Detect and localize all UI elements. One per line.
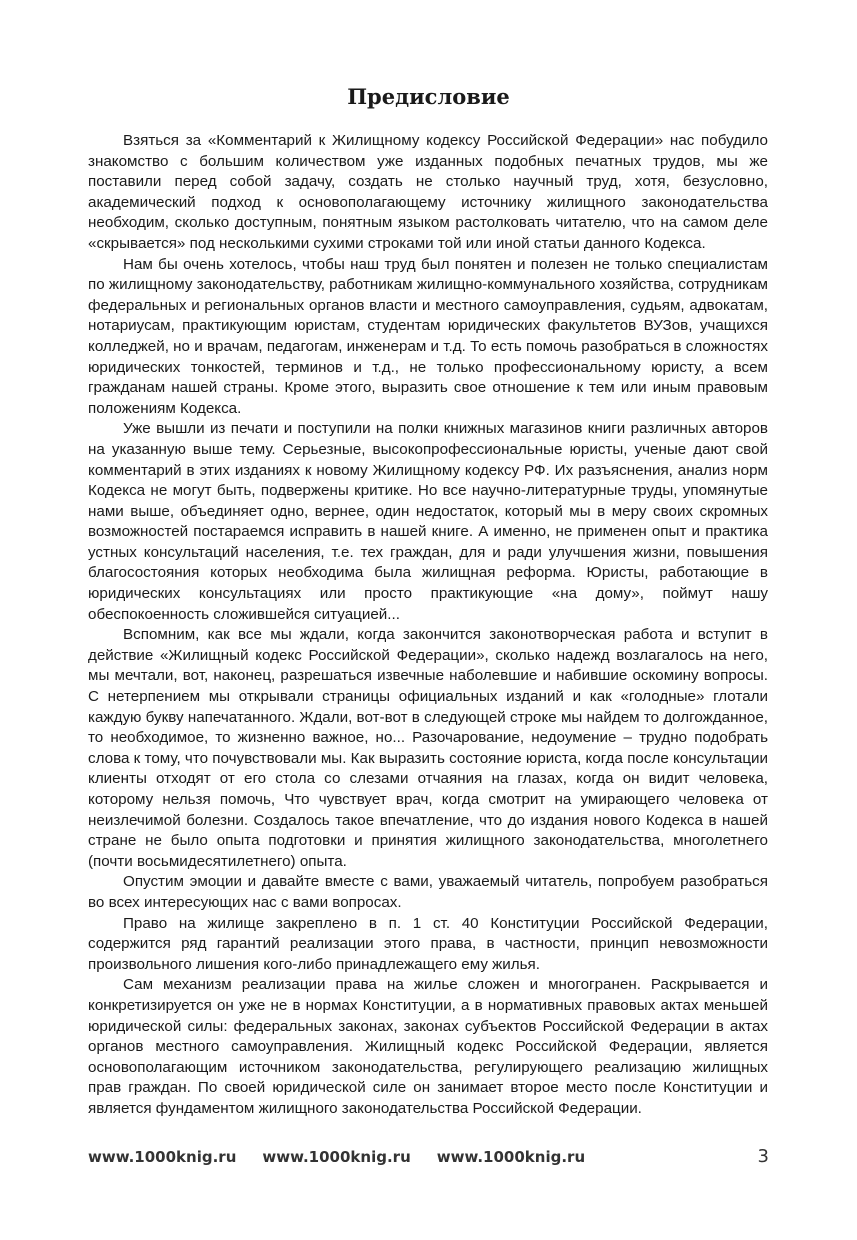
footer-link[interactable]: www.1000knig.ru: [436, 1148, 586, 1166]
paragraph: Право на жилище закреплено в п. 1 ст. 40 Конституции Российской Федерации, содержится ряд гарантий реализации этого права, в частности, принцип невозможности произвольного лишения кого-либо принадлежащего ему жилья.: [88, 914, 768, 973]
paragraph: Взяться за «Комментарий к Жилищному кодексу Российской Федерации» нас побудило знакомство с большим количеством уже изданных подобных печатных трудов, мы же поставили перед собой задачу, создать не столько научный труд, хотя, безусловно, академический подход к основополагающему источнику жилищного законодательства необходим, сколько доступным, понятным языком растолковать читателю, что на самом деле «скрывается» под несколькими сухими строками той или иной статьи данного Кодекса.: [88, 132, 768, 252]
paragraph: Нам бы очень хотелось, чтобы наш труд был понятен и полезен не только специалистам по жилищному законодательству, работникам жилищно-коммунального хозяйства, сотрудникам федеральных и региональных органов власти и местного самоуправления, судьям, адвокатам, нотариусам, практикующим юристам, студентам юридических факультетов ВУЗов, учащихся колледжей, но и врачам, педагогам, инженерам и т.д. То есть помочь разобраться в сложностях юридических тонкостей, терминов и т.д., не только профессиональному юристу, а всем гражданам нашей страны. Кроме этого, выразить свое отношение к тем или иным правовым положениям Кодекса.: [88, 255, 768, 417]
page-title: Предисловие: [347, 84, 510, 109]
footer-links: [88, 1148, 585, 1166]
page-footer: [88, 1148, 769, 1172]
paragraph: Вспомним, как все мы ждали, когда закончится законотворческая работа и вступит в действие «Жилищный кодекс Российской Федерации», сколько надежд возлагалось на него, мы мечтали, вот, наконец, разрешаться извечные наболевшие и набившие оскомину вопросы. С нетерпением мы открывали страницы официальных изданий и как «голодные» глотали каждую букву напечатанного. Ждали, вот-вот в следующей строке мы найдем то долгожданное, то необходимое, то жизненно важное, но... Разочарование, недоумение – трудно подобрать слова к тому, что почувствовали мы. Как выразить состояние юриста, когда после консультации клиенты отходят от его стола со слезами отчаяния на глазах, когда он видит человека, которому нельзя помочь, Что чувствует врач, когда смотрит на умирающего человека от неизлечимой болезни. Создалось такое впечатление, что до издания нового Кодекса в нашей стране не было опыта подготовки и принятия жилищного законодательства, многолетнего (почти восьмидесятилетнего) опыта.: [88, 626, 768, 870]
footer-link[interactable]: www.1000knig.ru: [88, 1148, 237, 1166]
body-text: [88, 131, 768, 1120]
paragraph: Опустим эмоции и давайте вместе с вами, уважаемый читатель, попробуем разобраться во всех интересующих нас с вами вопросах.: [88, 873, 768, 911]
footer-link[interactable]: www.1000knig.ru: [262, 1148, 411, 1166]
paragraph: Сам механизм реализации права на жилье сложен и многогранен. Раскрывается и конкретизируется он уже не в нормах Конституции, а в нормативных правовых актах меньшей юридической силы: федеральных законах, законах субъектов Российской Федерации в актах органов местного самоуправления. Жилищный кодекс Российской Федерации, является основополагающим источником законодательства, регулирующего реализацию жилищных прав граждан. По своей юридической силе он занимает второе место после Конституции и является фундаментом жилищного законодательства Российской Федерации.: [88, 976, 768, 1117]
paragraph: Уже вышли из печати и поступили на полки книжных магазинов книги различных авторов на указанную выше тему. Серьезные, высокопрофессиональные юристы, ученые дают свой комментарий в этих изданиях к новому Жилищному кодексу РФ. Их разъяснения, анализ норм Кодекса не могут быть, подвержены критике. Но все научно-литературные труды, упомянутые нами выше, объединяет одно, вернее, один недостаток, который мы в меру своих скромных возможностей постараемся исправить в нашей книге. А именно, не применен опыт и практика устных консультаций населения, т.е. тех граждан, для и ради улучшения жизни, повышения благосостояния которых необходима была жилищная реформа. Юристы, работающие в юридических консультациях или просто практикующие «на дому», поймут нашу обеспокоенность сложившейся ситуацией...: [88, 420, 768, 623]
page-number: 3: [757, 1146, 769, 1167]
